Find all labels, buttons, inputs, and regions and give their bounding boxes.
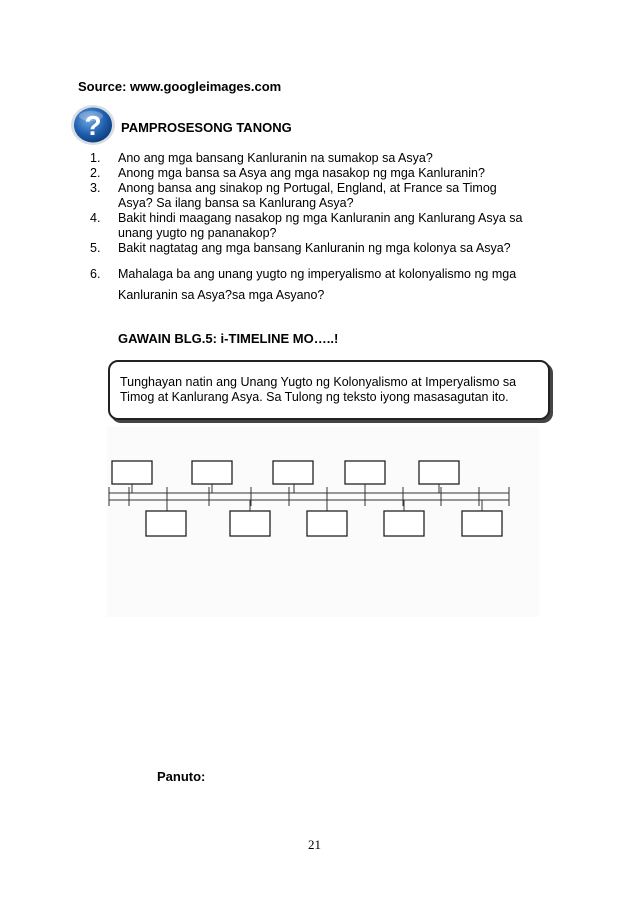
question-text: Anong mga bansa sa Asya ang mga nasakop ng mga Kanluranin? [118,166,485,180]
svg-text:?: ? [84,110,102,141]
question-number: 2. [90,166,101,180]
question-number: 1. [90,151,101,165]
timeline-box-top [112,461,152,484]
source-line: Source: www.googleimages.com [78,79,282,94]
question-text: Mahalaga ba ang unang yugto ng imperyalismo at kolonyalismo ng mga [118,267,517,281]
panuto-label: Panuto: [157,769,206,784]
question-number: 5. [90,241,101,255]
question-item [90,211,570,241]
timeline-box-bottom [462,511,502,536]
question-text: Ano ang mga bansang Kanluranin na sumakop sa Asya? [118,151,433,165]
instruction-text [120,375,540,405]
question-text: Bakit nagtatag ang mga bansang Kanluranin ng mga kolonya sa Asya? [118,241,511,255]
question-text: Asya? Sa ilang bansa sa Kanlurang Asya? [118,196,354,210]
timeline-box-bottom [307,511,347,536]
timeline-box-bottom [384,511,424,536]
question-number: 3. [90,181,101,195]
question-list [90,151,570,306]
timeline-box-bottom [146,511,186,536]
question-text: Bakit hindi maagang nasakop ng mga Kanluranin ang Kanlurang Asya sa [118,211,523,225]
timeline-box-bottom [230,511,270,536]
activity-title: GAWAIN BLG.5: i-TIMELINE MO…..! [118,331,339,346]
question-item [90,166,570,181]
question-number: 4. [90,211,101,225]
question-mark-icon [70,104,116,146]
instruction-line: Tunghayan natin ang Unang Yugto ng Kolonyalismo at Imperyalismo sa [120,375,517,389]
question-item [90,151,570,166]
question-text: unang yugto ng pananakop? [118,226,277,240]
timeline-diagram [107,427,539,617]
timeline-box-top [419,461,459,484]
question-item [90,241,570,256]
section-title: PAMPROSESONG TANONG [121,120,292,135]
question-number: 6. [90,267,101,281]
question-text: Kanluranin sa Asya?sa mga Asyano? [118,288,325,302]
question-item [90,264,570,306]
timeline-box-top [345,461,385,484]
question-item [90,181,570,211]
timeline-box-top [192,461,232,484]
page-number: 21 [308,837,321,852]
instruction-line: Timog at Kanlurang Asya. Sa Tulong ng teksto iyong masasagutan ito. [120,390,509,404]
timeline-box-top [273,461,313,484]
question-text: Anong bansa ang sinakop ng Portugal, England, at France sa Timog [118,181,497,195]
